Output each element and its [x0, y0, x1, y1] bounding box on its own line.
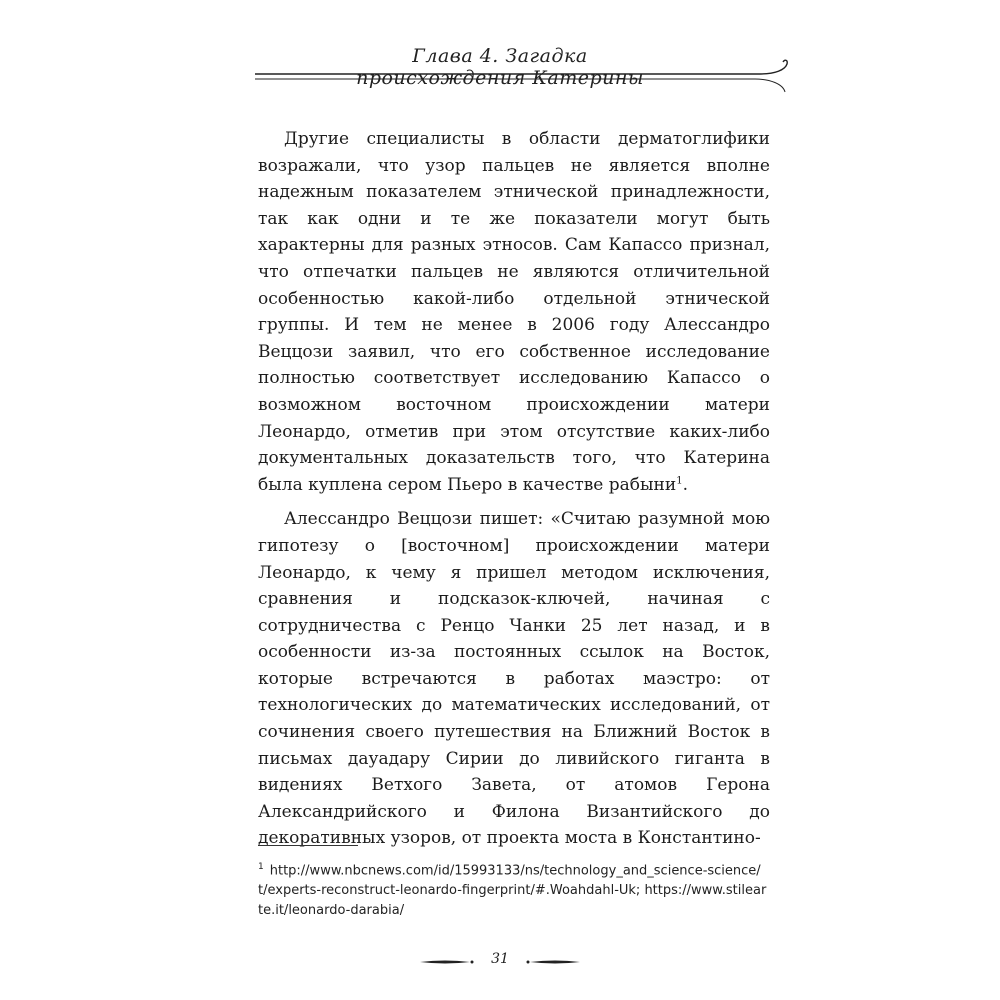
footnote-reference[interactable]: 1	[676, 475, 683, 487]
page-number: 31	[491, 951, 509, 967]
chapter-header-title: Глава 4. Загадка происхождения Катерины	[356, 45, 644, 89]
footnote-marker: 1	[258, 862, 264, 872]
footnote-text[interactable]: http://www.nbcnews.com/id/15993133/ns/technology_and_science-science/t/experts-reconstruct-leonardo-fingerprint/#.Woahdahl-Uk; https://www.stilearte.it/leonardo-darabia/	[258, 863, 767, 919]
page-number-ornament-left	[420, 955, 475, 969]
paragraph: Алессандро Веццози пишет: «Считаю разумной мою гипотезу о [восточном] происхождении матери Леонардо, к чему я пришел методом исключения, сравнения и подсказок-ключей, начиная с сотрудничества с Ренцо Чанки 25 лет назад, и в особенности из-за постоянных ссылок на Восток, которые встречаются в работах маэстро: от технологических до математических исследований, от сочинения своего путешествия на Ближний Восток в письмах дауадару Сирии до ливийского гиганта в видениях Ветхого Завета, от атомов Герона Александрийского и Филона Византийского до декоративных узоров, от проекта моста в Константино-	[258, 509, 770, 849]
paragraph: Другие специалисты в области дерматоглифики возражали, что узор пальцев не является вполне надежным показателем этнической принадлежности, так как одни и те же показатели могут быть характерны для разных этносов. Сам Капассо признал, что отпечатки пальцев не являются отличительной особенностью какой-либо отдельной этнической группы. И тем не менее в 2006 году Алессандро Веццози заявил, что его собственное исследование полностью соответствует исследованию Капассо о возможном восточном происхождении матери Леонардо, отметив при этом отсутствие каких-либо документальных доказательств того, что Катерина была куплена сером Пьеро в качестве рабыни$^1$.	[258, 129, 770, 495]
page-number-ornament-right	[525, 955, 580, 969]
footnote-separator	[258, 845, 358, 846]
main-text	[258, 126, 770, 852]
header-flourish-rule	[255, 58, 795, 98]
paragraph-1-text: Другие специалисты в области дерматоглифики возражали, что узор пальцев не является вполне надежным показателем этнической принадлежности, так как одни и те же показатели могут быть характерны для разных этносов. Сам Капассо признал, что отпечатки пальцев не являются отличительной особенностью какой-либо отдельной этнической группы. И тем не менее в 2006 году Алессандро Веццози заявил, что его собственное исследование полностью соответствует исследованию Капассо о возможном восточном происхождении матери Леонардо, отметив при этом отсутствие каких-либо документальных доказательств того, что Катерина была куплена сером Пьеро в качестве рабыни	[258, 129, 770, 495]
footnote	[258, 857, 770, 921]
